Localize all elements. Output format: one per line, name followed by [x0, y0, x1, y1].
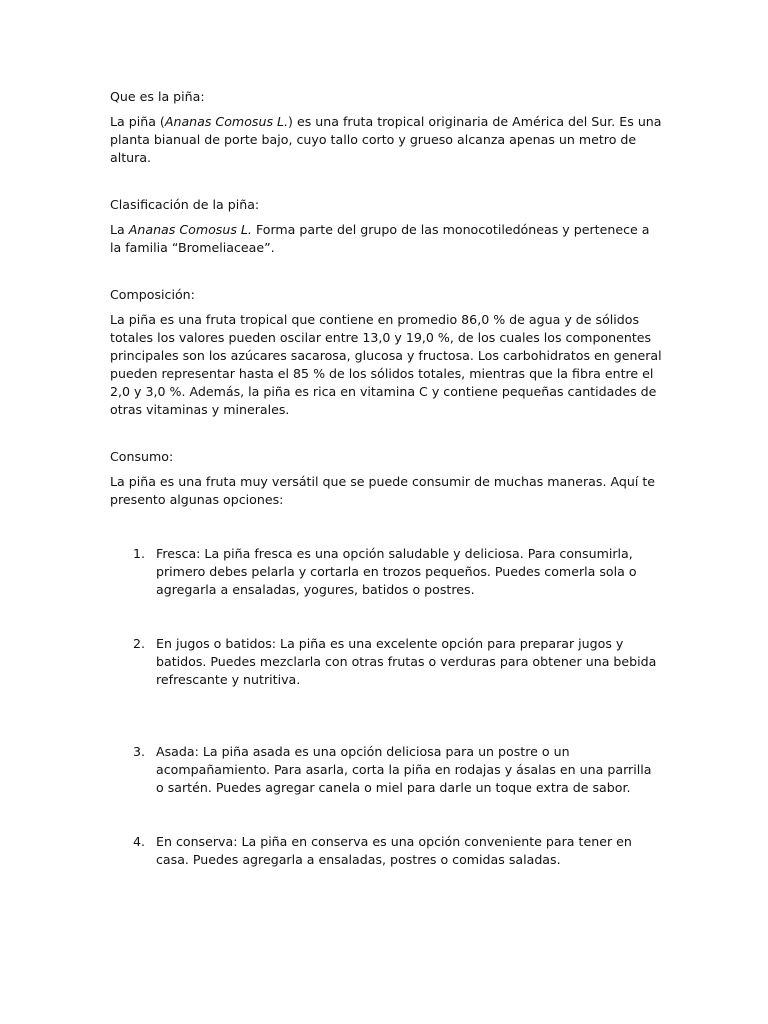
paragraph-clasificacion	[110, 221, 662, 257]
list-number: 4.	[133, 834, 146, 849]
list-item	[110, 545, 662, 599]
paragraph-que-es	[110, 113, 662, 167]
list-item-text: En jugos o batidos: La piña es una excelente opción para preparar jugos y batidos. Puedes mezclarla con otras frutas o verduras para obtener una bebida refrescante y nutritiva.	[156, 636, 657, 687]
list-number: 1.	[133, 546, 146, 561]
document-body	[110, 88, 662, 869]
list-item	[110, 635, 662, 689]
list-item-text: Asada: La piña asada es una opción deliciosa para un postre o un acompañamiento. Para asarla, corta la piña en rodajas y ásalas en una parrilla o sartén. Puedes agregar canela o miel para darle un toque extra de sabor.	[156, 744, 652, 795]
paragraph-text: La piña (	[110, 114, 165, 129]
spacer	[110, 419, 662, 448]
list-item-text: En conserva: La piña en conserva es una opción conveniente para tener en casa. Puedes agregarla a ensaladas, postres o comidas saladas.	[156, 834, 632, 867]
paragraph-text: ) es una fruta tropical originaria de América del Sur. Es una planta bianual de porte bajo, cuyo tallo corto y grueso alcanza apenas un metro de altura.	[110, 114, 662, 165]
paragraph-consumo: La piña es una fruta muy versátil que se puede consumir de muchas maneras. Aquí te presento algunas opciones:	[110, 474, 656, 507]
heading-que-es: Que es la piña:	[110, 89, 205, 104]
paragraph-text: La	[110, 222, 129, 237]
spacer	[110, 257, 662, 286]
list-item-text: Fresca: La piña fresca es una opción saludable y deliciosa. Para consumirla, primero debes pelarla y cortarla en trozos pequeños. Puedes comerla sola o agregarla a ensaladas, yogures, batidos o postres.	[156, 546, 637, 597]
list-item	[110, 743, 662, 797]
paragraph-text: Forma parte del grupo de las monocotiledóneas y pertenece a la familia “Bromeliaceae”.	[110, 222, 650, 255]
heading-composicion: Composición:	[110, 287, 195, 302]
heading-clasificacion: Clasificación de la piña:	[110, 197, 260, 212]
species-name-italic: Ananas Comosus L.	[164, 114, 289, 129]
spacer	[110, 167, 662, 196]
paragraph-composicion: La piña es una fruta tropical que contiene en promedio 86,0 % de agua y de sólidos totales los valores pueden oscilar entre 13,0 y 19,0 %, de los cuales los componentes principales son los azúcares sacarosa, glucosa y fructosa. Los carbohidratos en general pueden representar hasta el 85 % de los sólidos totales, mientras que la fibra entre el 2,0 y 3,0 %. Además, la piña es rica en vitamina C y contiene pequeñas cantidades de otras vitaminas y minerales.	[110, 312, 662, 417]
spacer	[110, 509, 662, 545]
list-number: 2.	[133, 636, 146, 651]
list-number: 3.	[133, 744, 146, 759]
species-name-italic: Ananas Comosus L.	[128, 222, 252, 237]
consumption-options-list	[110, 545, 662, 869]
heading-consumo: Consumo:	[110, 449, 174, 464]
list-item	[110, 833, 662, 869]
